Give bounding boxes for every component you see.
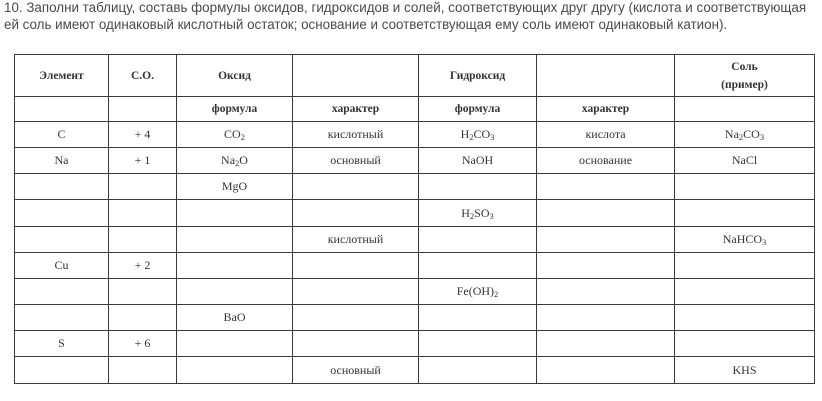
hydroxide-formula-cell: $H_2CO_3$ — [419, 122, 537, 148]
table-row — [15, 253, 815, 279]
oxide-character-cell — [293, 200, 419, 227]
oxide-character-cell — [293, 279, 419, 305]
oxidation-state-cell: + 1 — [109, 148, 177, 174]
oxidation-state-cell — [109, 200, 177, 227]
salt-cell — [675, 279, 815, 305]
hydroxide-formula-cell: $H_2SO_3$ — [419, 200, 537, 227]
header-blank — [537, 55, 675, 97]
table-row — [15, 331, 815, 357]
header-hydroxide: Гидроксид — [419, 55, 537, 97]
salt-cell — [675, 200, 815, 227]
hydroxide-character-cell — [537, 174, 675, 200]
hydroxide-formula-cell — [419, 227, 537, 253]
header-oxide: Оксид — [177, 55, 293, 97]
header-blank — [293, 55, 419, 97]
hydroxide-formula-cell — [419, 357, 537, 384]
table-row — [15, 305, 815, 331]
hydroxide-formula-cell: $Fe(OH)_2$ — [419, 279, 537, 305]
oxidation-state-cell: + 2 — [109, 253, 177, 279]
salt-cell — [675, 253, 815, 279]
oxidation-state-cell: + 4 — [109, 122, 177, 148]
table-body — [15, 122, 815, 384]
table-row — [15, 279, 815, 305]
oxide-character-cell — [293, 305, 419, 331]
oxide-character-cell — [293, 253, 419, 279]
oxide-character-cell: кислотный — [293, 122, 419, 148]
oxide-character-cell: основный — [293, 357, 419, 384]
salt-cell: NaCl — [675, 148, 815, 174]
hydroxide-formula-cell: NaOH — [419, 148, 537, 174]
header-row — [15, 55, 815, 97]
salt-cell: $Na_2CO_3$ — [675, 122, 815, 148]
hydroxide-character-cell — [537, 331, 675, 357]
oxide-character-cell — [293, 174, 419, 200]
hydroxide-formula-cell — [419, 331, 537, 357]
hydroxide-character-cell — [537, 279, 675, 305]
element-cell — [15, 200, 109, 227]
oxide-formula-cell — [177, 200, 293, 227]
chemistry-table — [14, 54, 815, 384]
oxidation-state-cell — [109, 305, 177, 331]
oxide-formula-cell — [177, 279, 293, 305]
oxidation-state-cell — [109, 279, 177, 305]
subheader-oxide-character: характер — [293, 97, 419, 122]
element-cell: Cu — [15, 253, 109, 279]
oxide-character-cell: основный — [293, 148, 419, 174]
hydroxide-character-cell — [537, 357, 675, 384]
hydroxide-character-cell: основание — [537, 148, 675, 174]
oxidation-state-cell — [109, 357, 177, 384]
table-row — [15, 122, 815, 148]
table-row — [15, 148, 815, 174]
hydroxide-character-cell — [537, 227, 675, 253]
element-cell: Na — [15, 148, 109, 174]
oxide-formula-cell: $Na_2O$ — [177, 148, 293, 174]
salt-cell — [675, 305, 815, 331]
table-row — [15, 200, 815, 227]
header-oxidation-state: С.О. — [109, 55, 177, 97]
salt-cell — [675, 174, 815, 200]
oxide-formula-cell: BaO — [177, 305, 293, 331]
table-row — [15, 227, 815, 253]
salt-cell: NaHCO$_3$ — [675, 227, 815, 253]
task-statement: 10. Заполни таблицу, составь формулы оксидов, гидроксидов и солей, соответствующих друг другу (кислота и соответствующая ей соль имеют одинаковый кислотный остаток; основание и соответствующая ему соль имеют одинаковый катион). — [4, 0, 807, 32]
subheader-row — [15, 97, 815, 122]
hydroxide-formula-cell — [419, 305, 537, 331]
hydroxide-character-cell: кислота — [537, 122, 675, 148]
element-cell — [15, 174, 109, 200]
hydroxide-character-cell — [537, 253, 675, 279]
hydroxide-formula-cell — [419, 174, 537, 200]
subheader-oxide-formula: формула — [177, 97, 293, 122]
oxide-formula-cell — [177, 227, 293, 253]
oxide-formula-cell — [177, 253, 293, 279]
header-salt-example: (пример) — [721, 78, 768, 91]
hydroxide-character-cell — [537, 200, 675, 227]
header-salt — [675, 55, 815, 97]
subheader-blank — [15, 97, 109, 122]
subheader-hydroxide-character: характер — [537, 97, 675, 122]
header-element: Элемент — [15, 55, 109, 97]
element-cell — [15, 357, 109, 384]
oxide-formula-cell — [177, 331, 293, 357]
element-cell — [15, 279, 109, 305]
header-salt-label: Соль — [731, 60, 758, 73]
oxide-formula-cell: MgO — [177, 174, 293, 200]
salt-cell: KHS — [675, 357, 815, 384]
oxide-formula-cell: $CO_2$ — [177, 122, 293, 148]
oxide-character-cell: кислотный — [293, 227, 419, 253]
subheader-blank — [109, 97, 177, 122]
table-row — [15, 174, 815, 200]
element-cell — [15, 305, 109, 331]
hydroxide-formula-cell — [419, 253, 537, 279]
subheader-hydroxide-formula: формула — [419, 97, 537, 122]
hydroxide-character-cell — [537, 305, 675, 331]
element-cell — [15, 227, 109, 253]
oxidation-state-cell: + 6 — [109, 331, 177, 357]
element-cell: S — [15, 331, 109, 357]
oxide-character-cell — [293, 331, 419, 357]
oxidation-state-cell — [109, 227, 177, 253]
oxidation-state-cell — [109, 174, 177, 200]
salt-cell — [675, 331, 815, 357]
oxide-formula-cell — [177, 357, 293, 384]
table-row — [15, 357, 815, 384]
subheader-blank — [675, 97, 815, 122]
element-cell: C — [15, 122, 109, 148]
